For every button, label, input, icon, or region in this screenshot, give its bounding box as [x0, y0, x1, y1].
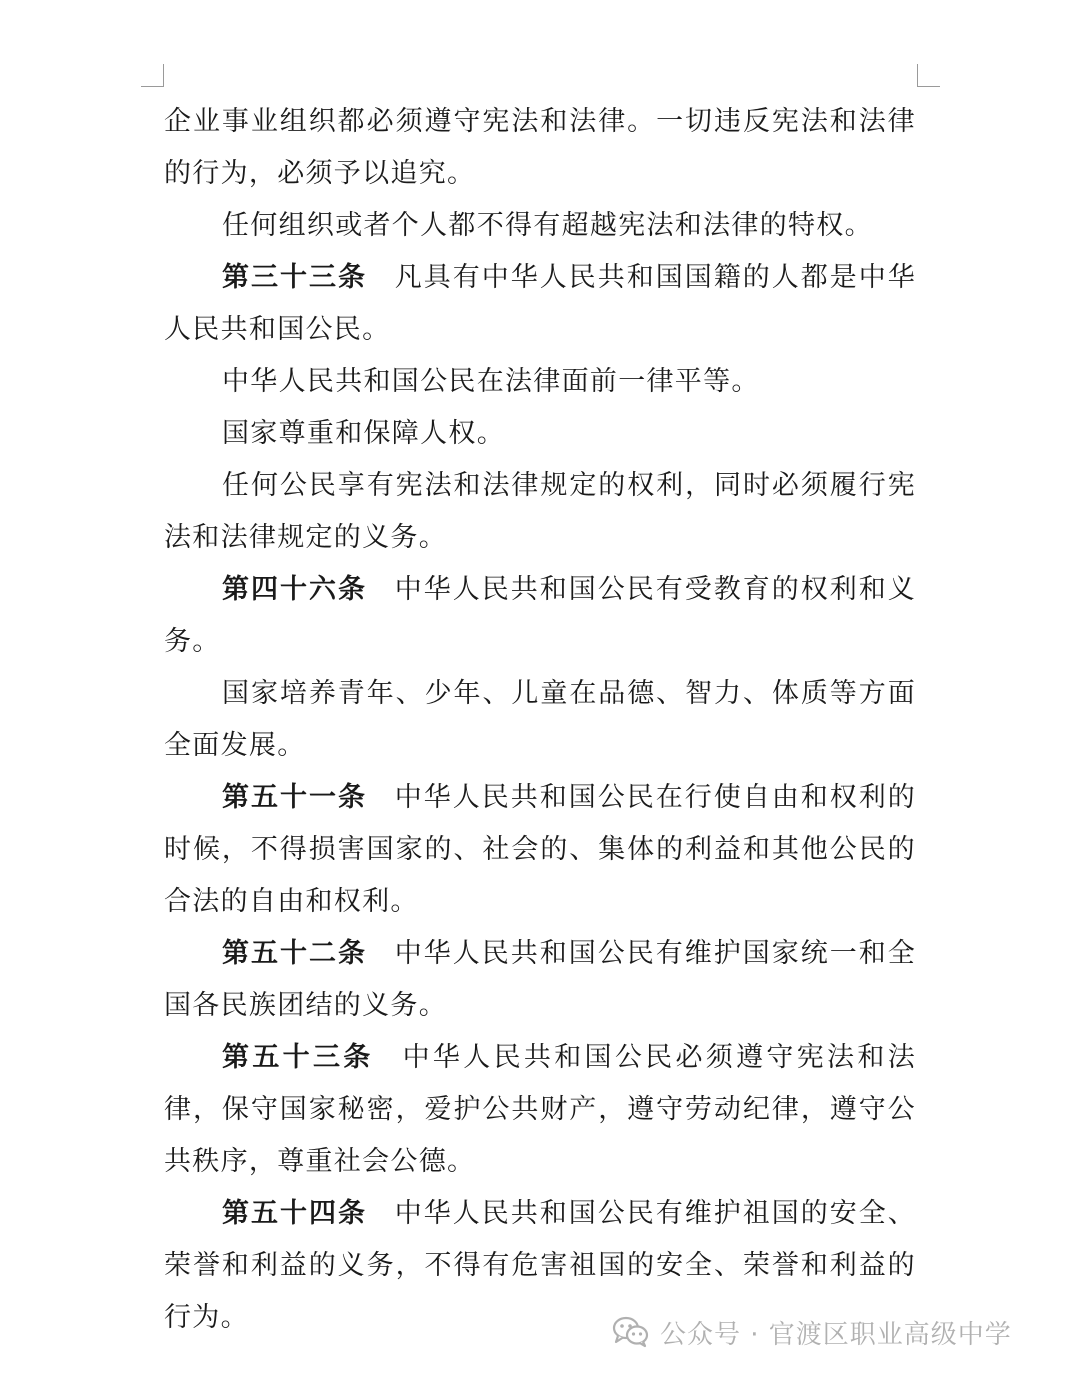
- paragraph: [164, 668, 916, 772]
- paragraph: [164, 356, 916, 408]
- paragraph-text: 中华人民共和国公民在法律面前一律平等。: [222, 366, 760, 397]
- article-number: 第四十六条: [222, 574, 367, 605]
- paragraph-text: 任何组织或者个人都不得有超越宪法和法律的特权。: [222, 210, 873, 241]
- article-number: 第五十三条: [222, 1042, 374, 1073]
- article-number: 第三十三条: [222, 262, 367, 293]
- document-body: [164, 96, 916, 1344]
- article-paragraph: [164, 928, 916, 1032]
- page-corner-mark-right: [917, 64, 940, 87]
- watermark: [612, 1312, 1012, 1352]
- article-number: 第五十四条: [222, 1198, 367, 1229]
- watermark-text: 公众号 · 官渡区职业高级中学: [660, 1319, 1012, 1350]
- article-paragraph: [164, 1032, 916, 1188]
- article-paragraph: [164, 564, 916, 668]
- paragraph-text: 中华人民共和国公民有维护国家统一和全国各民族团结的义务。: [164, 938, 916, 1021]
- paragraph-text: 中华人民共和国公民必须遵守宪法和法律，保守国家秘密，爱护公共财产，遵守劳动纪律，遵守公共秩序，尊重社会公德。: [164, 1042, 916, 1177]
- paragraph-text: 中华人民共和国公民有受教育的权利和义务。: [164, 574, 916, 657]
- article-number: 第五十二条: [222, 938, 367, 969]
- paragraph: [164, 408, 916, 460]
- paragraph-text: 企业事业组织都必须遵守宪法和法律。一切违反宪法和法律的行为，必须予以追究。: [164, 106, 916, 189]
- article-paragraph: [164, 252, 916, 356]
- article-paragraph: [164, 772, 916, 928]
- article-number: 第五十一条: [222, 782, 367, 813]
- paragraph: [164, 96, 916, 200]
- paragraph-text: 任何公民享有宪法和法律规定的权利，同时必须履行宪法和法律规定的义务。: [164, 470, 916, 553]
- paragraph-text: 中华人民共和国公民有维护祖国的安全、荣誉和利益的义务，不得有危害祖国的安全、荣誉和利益的行为。: [164, 1198, 916, 1333]
- paragraph-text: 国家培养青年、少年、儿童在品德、智力、体质等方面全面发展。: [164, 678, 916, 761]
- paragraph-text: 国家尊重和保障人权。: [222, 418, 505, 449]
- paragraph: [164, 460, 916, 564]
- wechat-icon: [612, 1316, 650, 1348]
- paragraph-text: 中华人民共和国公民在行使自由和权利的时候，不得损害国家的、社会的、集体的利益和其他公民的合法的自由和权利。: [164, 782, 916, 917]
- paragraph-text: 凡具有中华人民共和国国籍的人都是中华人民共和国公民。: [164, 262, 916, 345]
- paragraph: [164, 200, 916, 252]
- page-corner-mark-left: [141, 64, 164, 87]
